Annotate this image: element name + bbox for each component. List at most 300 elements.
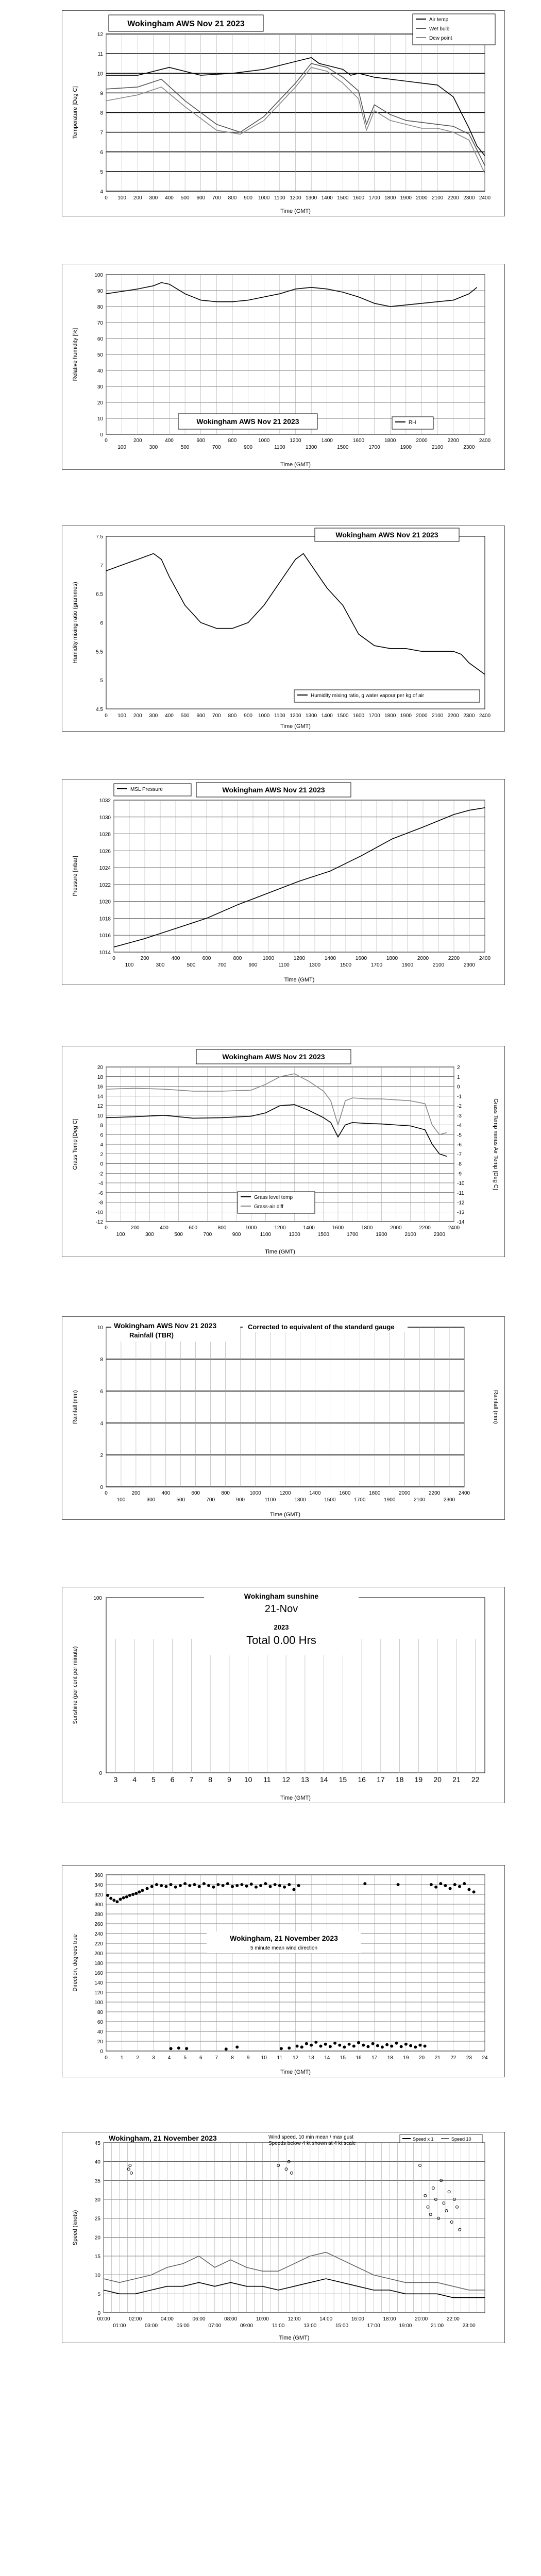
chart-total: Total 0.00 Hrs [246,1634,316,1647]
pressure-chart [62,779,505,986]
temperature-panel [62,10,505,216]
direction-point [319,2045,323,2048]
y-tick-label: 100 [94,273,103,278]
direction-point [155,1883,158,1886]
y-tick-label: 2 [457,1065,460,1071]
y-tick-label: 50 [97,352,103,358]
direction-point [363,1882,366,1885]
y-tick-label: 6 [100,1389,103,1395]
mixing-ratio-chart [62,526,505,732]
chart-title: Wokingham AWS Nov 21 2023 [127,19,245,28]
x-tick-label: 1800 [361,1225,373,1231]
y-tick-label: 6.5 [96,591,103,598]
y-tick-label: 10 [94,2273,100,2279]
x-tick-label: 1200 [279,1490,291,1496]
x-tick-label: 6 [170,1775,175,1784]
y-tick-label: 5.5 [96,649,103,655]
x-tick-label: 500 [180,195,190,201]
x-tick-label: 20:00 [415,2316,428,2322]
chart-year: 2023 [274,1623,289,1631]
y-tick-label: 5 [97,2292,100,2298]
y-tick-label: 1018 [99,916,111,922]
y-tick-label: 0 [97,2311,100,2316]
y-tick-label: 1014 [99,950,111,956]
y-tick-label: 80 [97,304,103,310]
x-tick-label: 10 [244,1775,252,1784]
x-tick-label: 2400 [448,1225,460,1231]
x-tick-label: 16 [356,2055,362,2061]
direction-point [314,2041,317,2044]
y-tick-label: 1022 [99,882,111,888]
x-tick-label: 400 [165,713,174,719]
x-tick-label: 1400 [321,438,333,444]
x-tick-label: 2400 [458,1490,470,1496]
direction-point [264,1882,267,1885]
direction-point [231,1885,234,1888]
direction-point [385,2043,388,2046]
y-tick-label: -1 [457,1094,462,1100]
y-tick-label: 1030 [99,815,111,821]
y-tick-label: 45 [94,2141,100,2146]
x-tick-label: 2200 [447,438,459,444]
y-tick-label: 1028 [99,832,111,838]
direction-point [250,1883,253,1886]
x-tick-label: 4 [132,1775,137,1784]
gust-point [419,2164,421,2167]
x-tick-label: 13 [308,2055,314,2061]
x-tick-label: 1700 [347,1232,359,1238]
x-tick-label: 400 [160,1225,168,1231]
series-line-rh [106,283,477,307]
x-tick-label: 200 [133,713,142,719]
y-tick-label: 30 [97,384,103,390]
x-tick-label: 100 [117,445,126,450]
x-axis-label: Time (GMT) [280,1795,311,1801]
gust-point [429,2213,432,2216]
legend-label: Speed 10 [451,2137,471,2142]
x-tick-label: 20 [433,1775,442,1784]
direction-point [376,2044,379,2047]
temperature-chart [62,11,505,217]
x-tick-label: 1300 [289,1232,300,1238]
x-tick-label: 12:00 [288,2316,301,2322]
y-axis-label: Temperature [Deg C] [72,86,78,139]
y-tick-label: 7 [100,563,103,569]
x-tick-label: 1500 [337,713,349,719]
x-tick-label: 1400 [321,195,333,201]
x-tick-label: 23:00 [462,2323,476,2329]
y-tick-label: 20 [97,400,103,406]
x-tick-label: 100 [125,962,134,968]
x-tick-label: 2000 [399,1490,411,1496]
y-tick-label: -7 [457,1151,462,1158]
x-tick-label: 2300 [433,1232,445,1238]
y-tick-label: -6 [98,1190,103,1196]
x-tick-label: 2 [136,2055,140,2061]
y-tick-label: -6 [457,1142,462,1148]
y-tick-label: 240 [94,1931,103,1937]
y-tick-label: 60 [97,336,103,342]
x-tick-label: 2100 [414,1497,426,1503]
gust-point [427,2206,429,2208]
x-tick-label: 18 [387,2055,393,2061]
x-tick-label: 1600 [339,1490,351,1496]
direction-point [366,2045,369,2048]
grass-panel [62,1046,505,1257]
x-tick-label: 2200 [419,1225,431,1231]
x-tick-label: 200 [133,195,142,201]
x-tick-label: 800 [228,438,237,444]
y-tick-label: 20 [97,1065,103,1071]
x-tick-label: 900 [236,1497,245,1503]
x-tick-label: 2000 [416,438,428,444]
y-tick-label: -12 [457,1200,465,1206]
direction-point [235,2045,239,2048]
direction-point [119,1898,122,1901]
x-tick-label: 2000 [417,956,429,961]
x-tick-label: 19:00 [399,2323,412,2329]
x-tick-label: 1200 [290,438,301,444]
x-tick-label: 2100 [432,962,445,968]
x-tick-label: 9 [227,1775,231,1784]
direction-point [122,1896,125,1900]
direction-point [138,1890,141,1893]
direction-point [329,2045,332,2048]
x-tick-label: 1100 [274,195,285,201]
y-tick-label: 16 [97,1084,103,1090]
direction-point [198,1885,201,1888]
x-tick-label: 10 [261,2055,267,2061]
x-tick-label: 1800 [384,195,396,201]
x-axis-label: Time (GMT) [284,977,315,983]
x-tick-label: 3 [152,2055,155,2061]
y-tick-label: 9 [100,91,103,97]
y-tick-label: 6 [100,1132,103,1139]
direction-point [235,1884,239,1887]
y-tick-label: 10 [97,1113,103,1119]
y-tick-label: 8 [100,1357,103,1363]
wind-direction-chart [62,1866,505,2078]
y-tick-label: 18 [97,1074,103,1080]
direction-point [216,1883,219,1886]
y-tick-label: 80 [97,2010,103,2015]
direction-point [188,1884,191,1887]
x-tick-label: 1300 [309,962,321,968]
x-tick-label: 1500 [324,1497,336,1503]
x-tick-label: 17 [377,1775,385,1784]
x-tick-label: 6 [199,2055,202,2061]
chart-note: Speeds below 4 kt shown at 4 kt scale [268,2141,356,2146]
direction-point [164,1885,167,1888]
x-axis-label: Time (GMT) [280,208,311,214]
direction-point [112,1899,115,1902]
x-tick-label: 600 [196,438,206,444]
x-tick-label: 1900 [384,1497,396,1503]
y-tick-label: -4 [98,1181,103,1187]
x-tick-label: 7 [189,1775,194,1784]
y-tick-label: 12 [97,1104,103,1109]
direction-point [409,2044,412,2047]
y-tick-label: 6 [100,620,103,626]
direction-point [400,2045,403,2048]
x-tick-label: 22 [471,1775,480,1784]
x-tick-label: 1300 [306,713,317,719]
y-tick-label: 8 [100,1123,103,1129]
wind-direction-panel [62,1865,505,2077]
direction-point [352,2045,356,2048]
x-tick-label: 21 [434,2055,441,2061]
x-tick-label: 18:00 [383,2316,396,2322]
x-tick-label: 1300 [306,195,317,201]
x-tick-label: 100 [117,195,126,201]
y-tick-label: 2 [100,1453,103,1459]
chart-note: Corrected to equivalent of the standard gauge [248,1323,395,1331]
chart-subtitle: 5 minute mean wind direction [250,1945,318,1951]
y-tick-label: 10 [97,71,103,77]
x-tick-label: 800 [228,713,237,719]
x-tick-label: 0 [105,1225,108,1231]
x-tick-label: 1200 [293,956,306,961]
direction-point [106,1894,109,1897]
direction-point [439,1882,442,1885]
x-tick-label: 19 [414,1775,423,1784]
x-axis-label: Time (GMT) [279,2335,310,2341]
x-tick-label: 2300 [463,445,475,450]
y-tick-label: -11 [457,1190,464,1196]
chart-title: Wokingham sunshine [244,1592,319,1600]
direction-point [348,2043,351,2046]
x-tick-label: 600 [202,956,211,961]
y-tick-label: -2 [457,1104,462,1109]
x-tick-label: 600 [196,713,206,719]
x-tick-label: 15 [340,2055,346,2061]
x-tick-label: 700 [212,713,221,719]
x-tick-label: 06:00 [192,2316,206,2322]
x-tick-label: 11 [277,2055,283,2061]
x-tick-label: 2200 [447,713,459,719]
x-tick-label: 2200 [428,1490,441,1496]
direction-point [424,2045,427,2048]
y-tick-label: 90 [97,289,103,294]
x-tick-label: 1900 [400,713,412,719]
wind-speed-panel [62,2132,505,2343]
x-tick-label: 1800 [384,438,396,444]
x-tick-label: 9 [246,2055,250,2061]
y-tick-label: 160 [94,1971,103,1976]
y-axis-label-right: Grass Temp minus Air Temp [Deg C] [493,1098,499,1190]
gust-point [129,2164,131,2167]
y-tick-label: 1024 [99,866,111,872]
gust-point [130,2172,133,2174]
x-tick-label: 1400 [324,956,336,961]
x-tick-label: 01:00 [113,2323,126,2329]
y-tick-label: 60 [97,2020,103,2025]
x-tick-label: 600 [191,1490,200,1496]
x-tick-label: 19 [403,2055,409,2061]
x-tick-label: 2100 [404,1232,416,1238]
y-tick-label: 10 [97,416,103,422]
gust-point [432,2187,434,2190]
x-tick-label: 1100 [278,962,290,968]
rainfall-panel [62,1316,505,1520]
x-tick-label: 21:00 [430,2323,444,2329]
x-tick-label: 2300 [463,195,475,201]
x-tick-label: 04:00 [160,2316,174,2322]
y-tick-label: 40 [97,368,103,374]
x-tick-label: 600 [189,1225,198,1231]
x-tick-label: 1800 [384,713,396,719]
y-tick-label: 4 [100,189,103,195]
x-tick-label: 22:00 [446,2316,460,2322]
y-tick-label: 7 [100,130,103,136]
direction-point [280,2047,283,2050]
direction-point [174,1886,177,1889]
y-tick-label: -9 [457,1171,462,1177]
direction-point [134,1892,138,1895]
direction-point [125,1895,128,1899]
direction-point [283,1886,286,1889]
chart-title: Wokingham AWS Nov 21 2023 [335,531,438,539]
x-tick-label: 1300 [294,1497,306,1503]
gust-point [443,2202,445,2205]
x-tick-label: 800 [233,956,242,961]
y-tick-label: 14 [97,1094,103,1100]
legend-label: MSL Pressure [130,787,163,792]
x-tick-label: 300 [156,962,165,968]
x-tick-label: 2200 [448,956,460,961]
direction-point [193,1883,196,1886]
x-tick-label: 300 [146,1497,156,1503]
y-axis-label: Rainfall (mm) [72,1390,78,1424]
direction-point [343,2045,346,2048]
y-tick-label: -8 [457,1161,462,1167]
y-tick-label: -8 [98,1200,103,1206]
x-tick-label: 900 [244,713,252,719]
series-line-grass-level-temp [106,1105,447,1156]
sunshine-chart [62,1587,505,1804]
direction-point [225,2047,228,2050]
direction-point [170,1883,173,1886]
direction-point [255,1886,258,1889]
y-tick-label: 4 [100,1421,103,1427]
direction-point [278,1884,281,1887]
x-tick-label: 400 [161,1490,171,1496]
x-tick-label: 14 [319,1775,328,1784]
rainfall-chart [62,1317,505,1520]
y-axis-label: Relative humidity [%] [72,328,78,381]
x-tick-label: 900 [248,962,258,968]
x-tick-label: 05:00 [176,2323,190,2329]
y-tick-label: 100 [94,2000,103,2006]
y-tick-label: 280 [94,1912,103,1918]
y-tick-label: 0 [100,2049,103,2055]
x-tick-label: 900 [244,445,252,450]
x-tick-label: 200 [140,956,149,961]
x-tick-label: 4 [167,2055,171,2061]
x-tick-label: 700 [217,962,227,968]
x-tick-label: 12 [292,2055,299,2061]
direction-point [300,2045,303,2048]
x-tick-label: 15 [339,1775,347,1784]
direction-point [390,2045,393,2048]
direction-point [310,2044,313,2047]
legend-label: Dew point [429,36,452,41]
y-axis-label: Speed (knots) [72,2210,78,2246]
x-axis-label: Time (GMT) [270,1512,300,1518]
x-tick-label: 1100 [264,1497,276,1503]
x-tick-label: 500 [176,1497,185,1503]
x-tick-label: 17:00 [367,2323,380,2329]
direction-point [288,1883,291,1886]
x-tick-label: 1900 [400,195,412,201]
y-tick-label: -2 [98,1171,103,1177]
direction-point [472,1890,476,1893]
x-tick-label: 1000 [245,1225,257,1231]
chart-title: Wokingham AWS Nov 21 2023 [196,417,299,426]
pressure-panel [62,779,505,985]
x-tick-label: 1100 [274,445,285,450]
direction-point [274,1883,277,1886]
chart-title: Wokingham AWS Nov 21 2023 [222,786,325,794]
legend-label: Grass-air diff [254,1204,284,1210]
x-tick-label: 1000 [262,956,275,961]
x-tick-label: 1400 [309,1490,321,1496]
y-tick-label: -14 [457,1219,465,1225]
x-tick-label: 7 [215,2055,218,2061]
y-axis-label: Sunshine (per cent per minute) [72,1646,78,1724]
y-axis-label: Grass Temp [Deg C] [72,1118,78,1170]
x-tick-label: 00:00 [97,2316,110,2322]
legend-label: Speed x 1 [413,2137,434,2142]
x-tick-label: 03:00 [144,2323,158,2329]
x-tick-label: 22 [450,2055,457,2061]
y-axis-label: Pressure [mbar] [72,856,78,896]
x-tick-label: 500 [180,445,190,450]
x-tick-label: 14:00 [319,2316,333,2322]
x-tick-label: 1000 [258,713,270,719]
direction-point [245,1885,248,1888]
x-tick-label: 300 [149,445,158,450]
y-tick-label: 200 [94,1951,103,1957]
x-tick-label: 16 [358,1775,366,1784]
y-tick-label: 0 [100,1161,103,1167]
x-tick-label: 23 [466,2055,472,2061]
x-tick-label: 400 [165,438,174,444]
direction-point [115,1900,119,1903]
x-tick-label: 1900 [376,1232,387,1238]
x-tick-label: 1 [120,2055,124,2061]
x-tick-label: 0 [105,1490,108,1496]
x-tick-label: 300 [149,713,158,719]
x-tick-label: 1300 [306,445,317,450]
chart-date: 21-Nov [264,1603,298,1615]
y-tick-label: 1 [457,1074,460,1080]
direction-point [207,1884,210,1887]
x-tick-label: 1600 [352,713,365,719]
x-tick-label: 1600 [352,195,365,201]
x-tick-label: 1100 [274,713,285,719]
x-tick-label: 500 [180,713,190,719]
x-tick-label: 2400 [479,195,491,201]
x-tick-label: 11:00 [272,2323,285,2329]
x-tick-label: 2000 [390,1225,402,1231]
x-tick-label: 2300 [463,713,475,719]
direction-point [160,1884,163,1887]
direction-point [395,2042,398,2045]
y-tick-label: -10 [457,1181,465,1187]
y-tick-label: 300 [94,1902,103,1908]
y-tick-label: 20 [94,2235,100,2241]
